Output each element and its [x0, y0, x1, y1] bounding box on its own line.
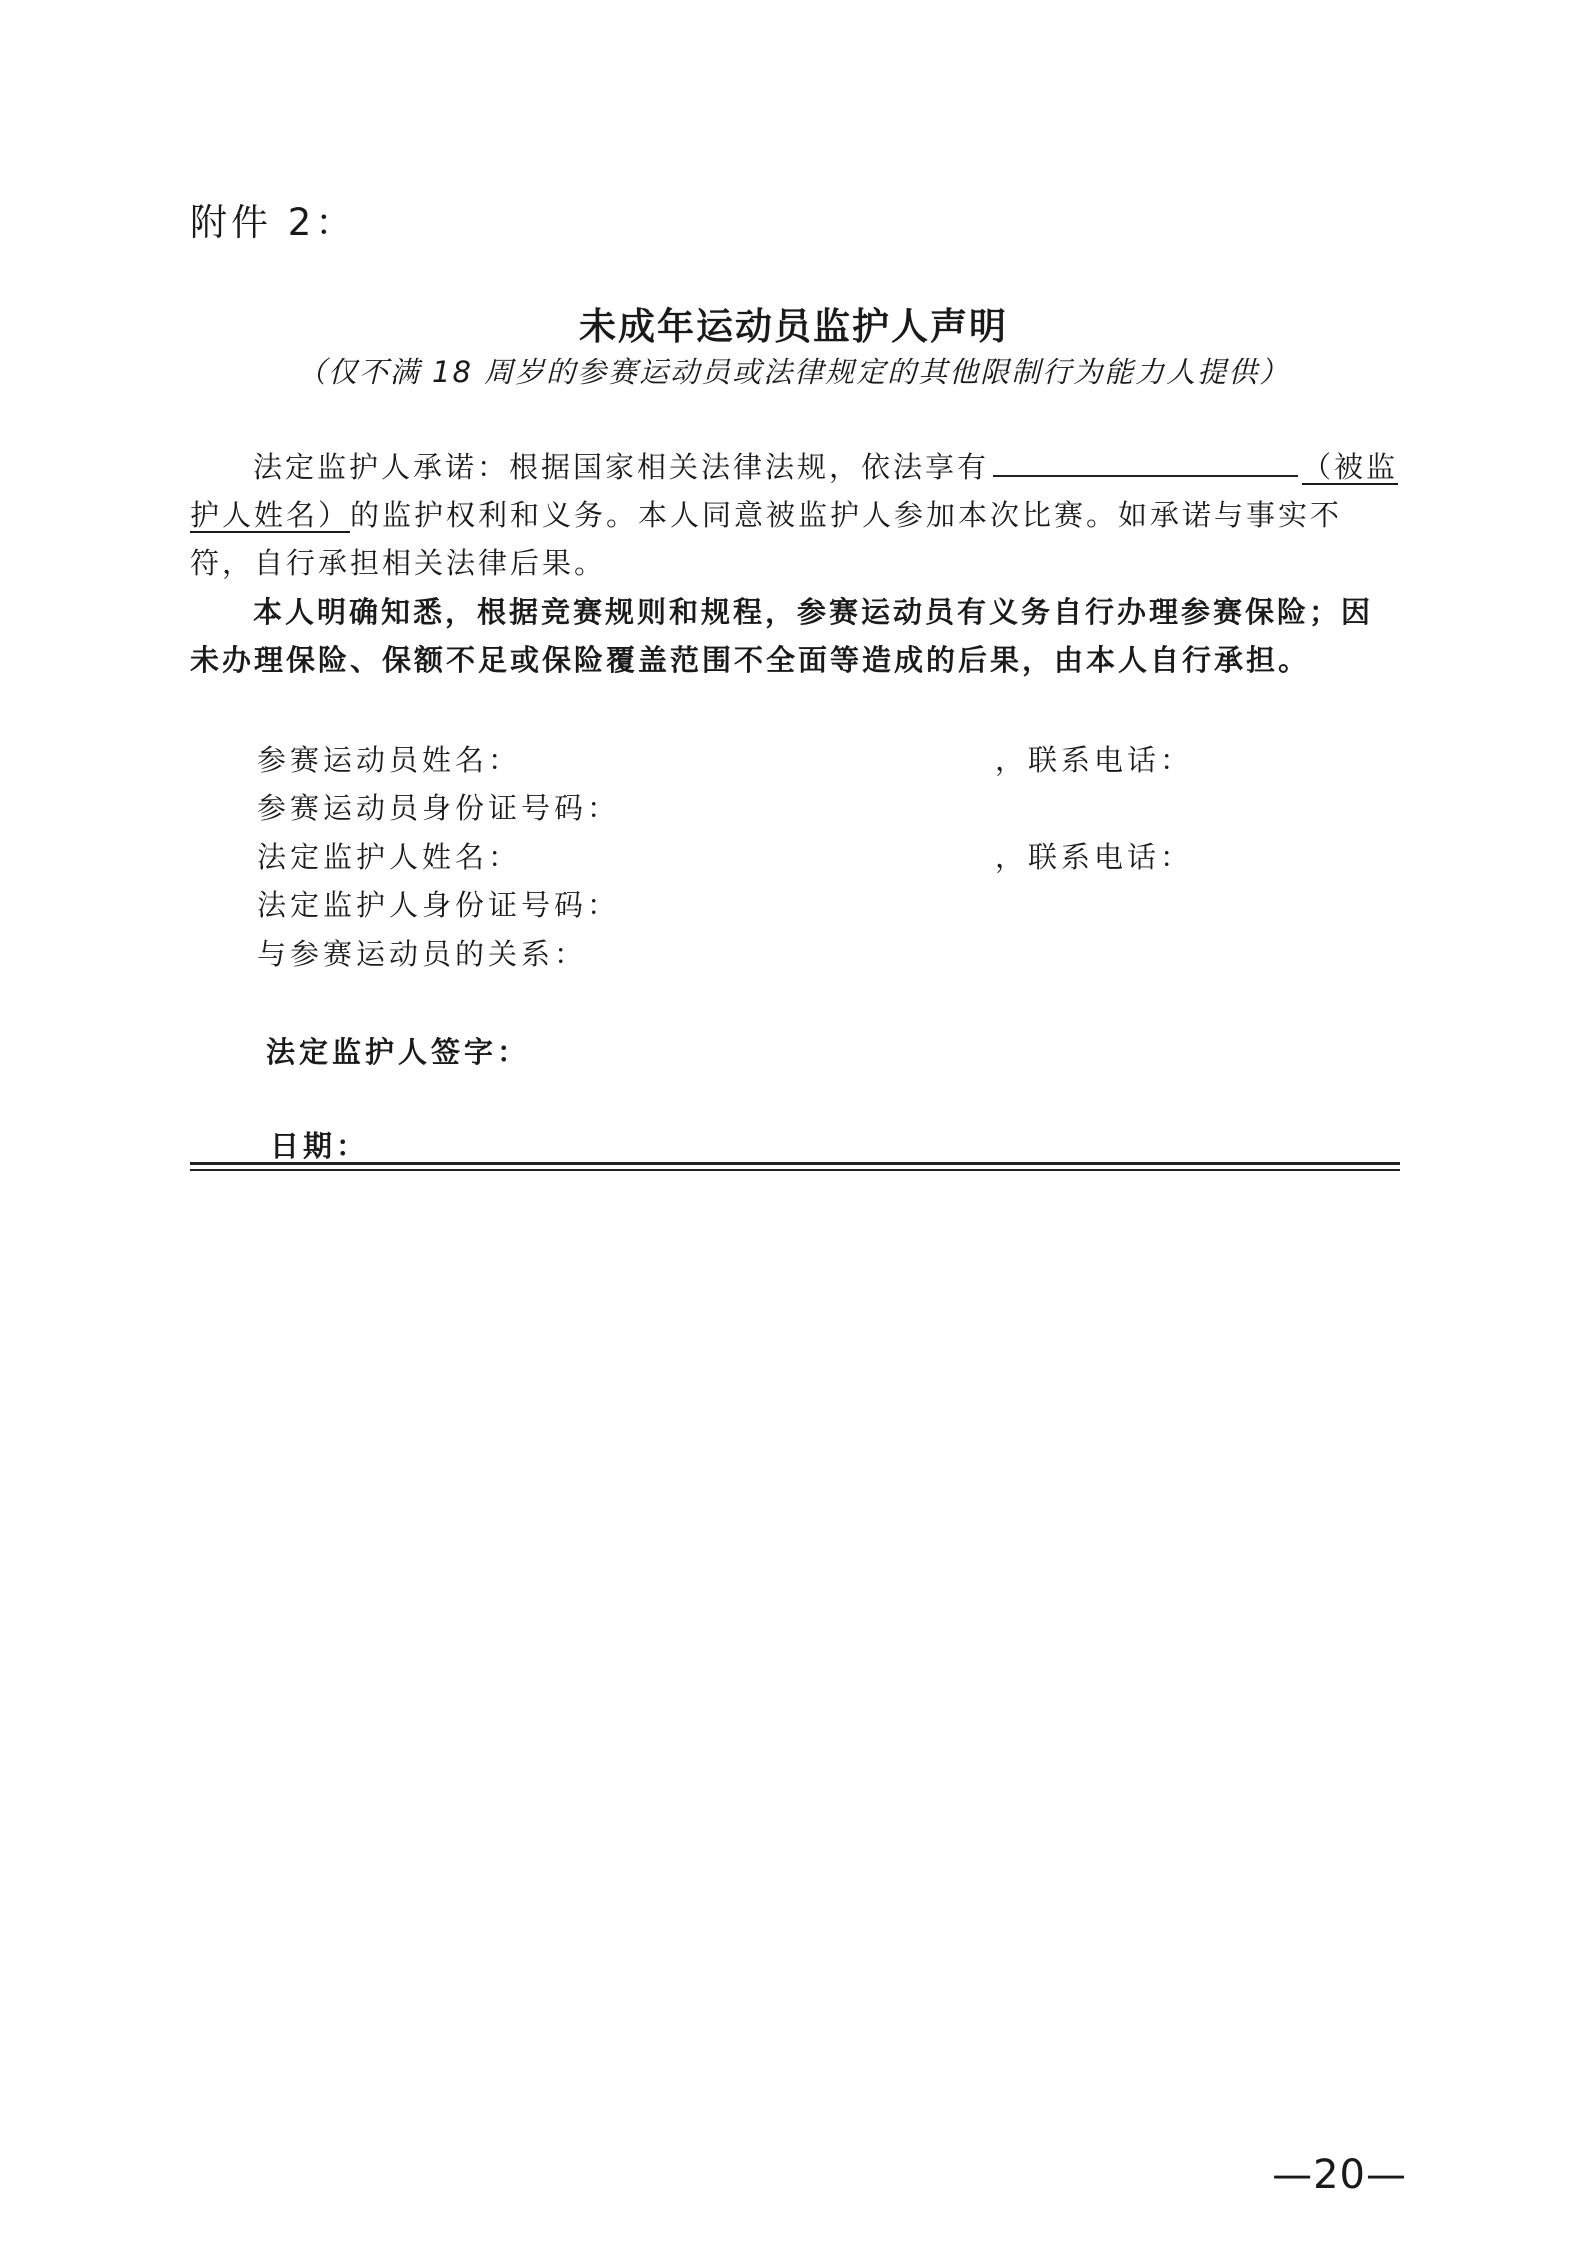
ward-name-blank[interactable]: [993, 449, 1298, 477]
athlete-name-field: 参赛运动员姓名：: [257, 743, 522, 777]
commitment-rest-text: 的监护权利和义务。本人同意被监护人参加本次比赛。如承诺与事实不符，自行承担相关法律后果。: [190, 498, 1343, 580]
date-label: 日期：: [270, 1129, 370, 1163]
athlete-id-field: 参赛运动员身份证号码：: [257, 791, 621, 825]
guardian-name-field: 法定监护人姓名：: [257, 840, 522, 874]
document-subtitle: （仅不满 18 周岁的参赛运动员或法律规定的其他限制行为能力人提供）: [296, 355, 1291, 389]
relationship-field: 与参赛运动员的关系：: [257, 937, 588, 971]
insurance-acknowledgement-paragraph: [190, 588, 1400, 684]
commitment-lead-text: 法定监护人承诺：根据国家相关法律法规，依法享有: [253, 450, 990, 484]
guardian-signature-label: 法定监护人签字：: [266, 1035, 531, 1069]
guardian-commitment-paragraph: [190, 443, 1400, 587]
athlete-phone-field: ，联系电话：: [995, 743, 1194, 777]
bottom-rule-thin: [190, 1169, 1400, 1171]
guardian-id-field: 法定监护人身份证号码：: [257, 888, 621, 922]
ward-name-hint: （被监护人姓名）: [190, 450, 1399, 532]
attachment-label: 附件 2：: [190, 201, 357, 244]
bottom-rule-thick: [190, 1162, 1400, 1165]
document-title: 未成年运动员监护人声明: [579, 304, 1008, 348]
page-number: —20—: [1272, 2152, 1407, 2198]
insurance-text: 本人明确知悉，根据竞赛规则和规程，参赛运动员有义务自行办理参赛保险；因未办理保险、保额不足或保险覆盖范围不全面等造成的后果，由本人自行承担。: [190, 595, 1374, 677]
guardian-phone-field: ，联系电话：: [995, 840, 1194, 874]
